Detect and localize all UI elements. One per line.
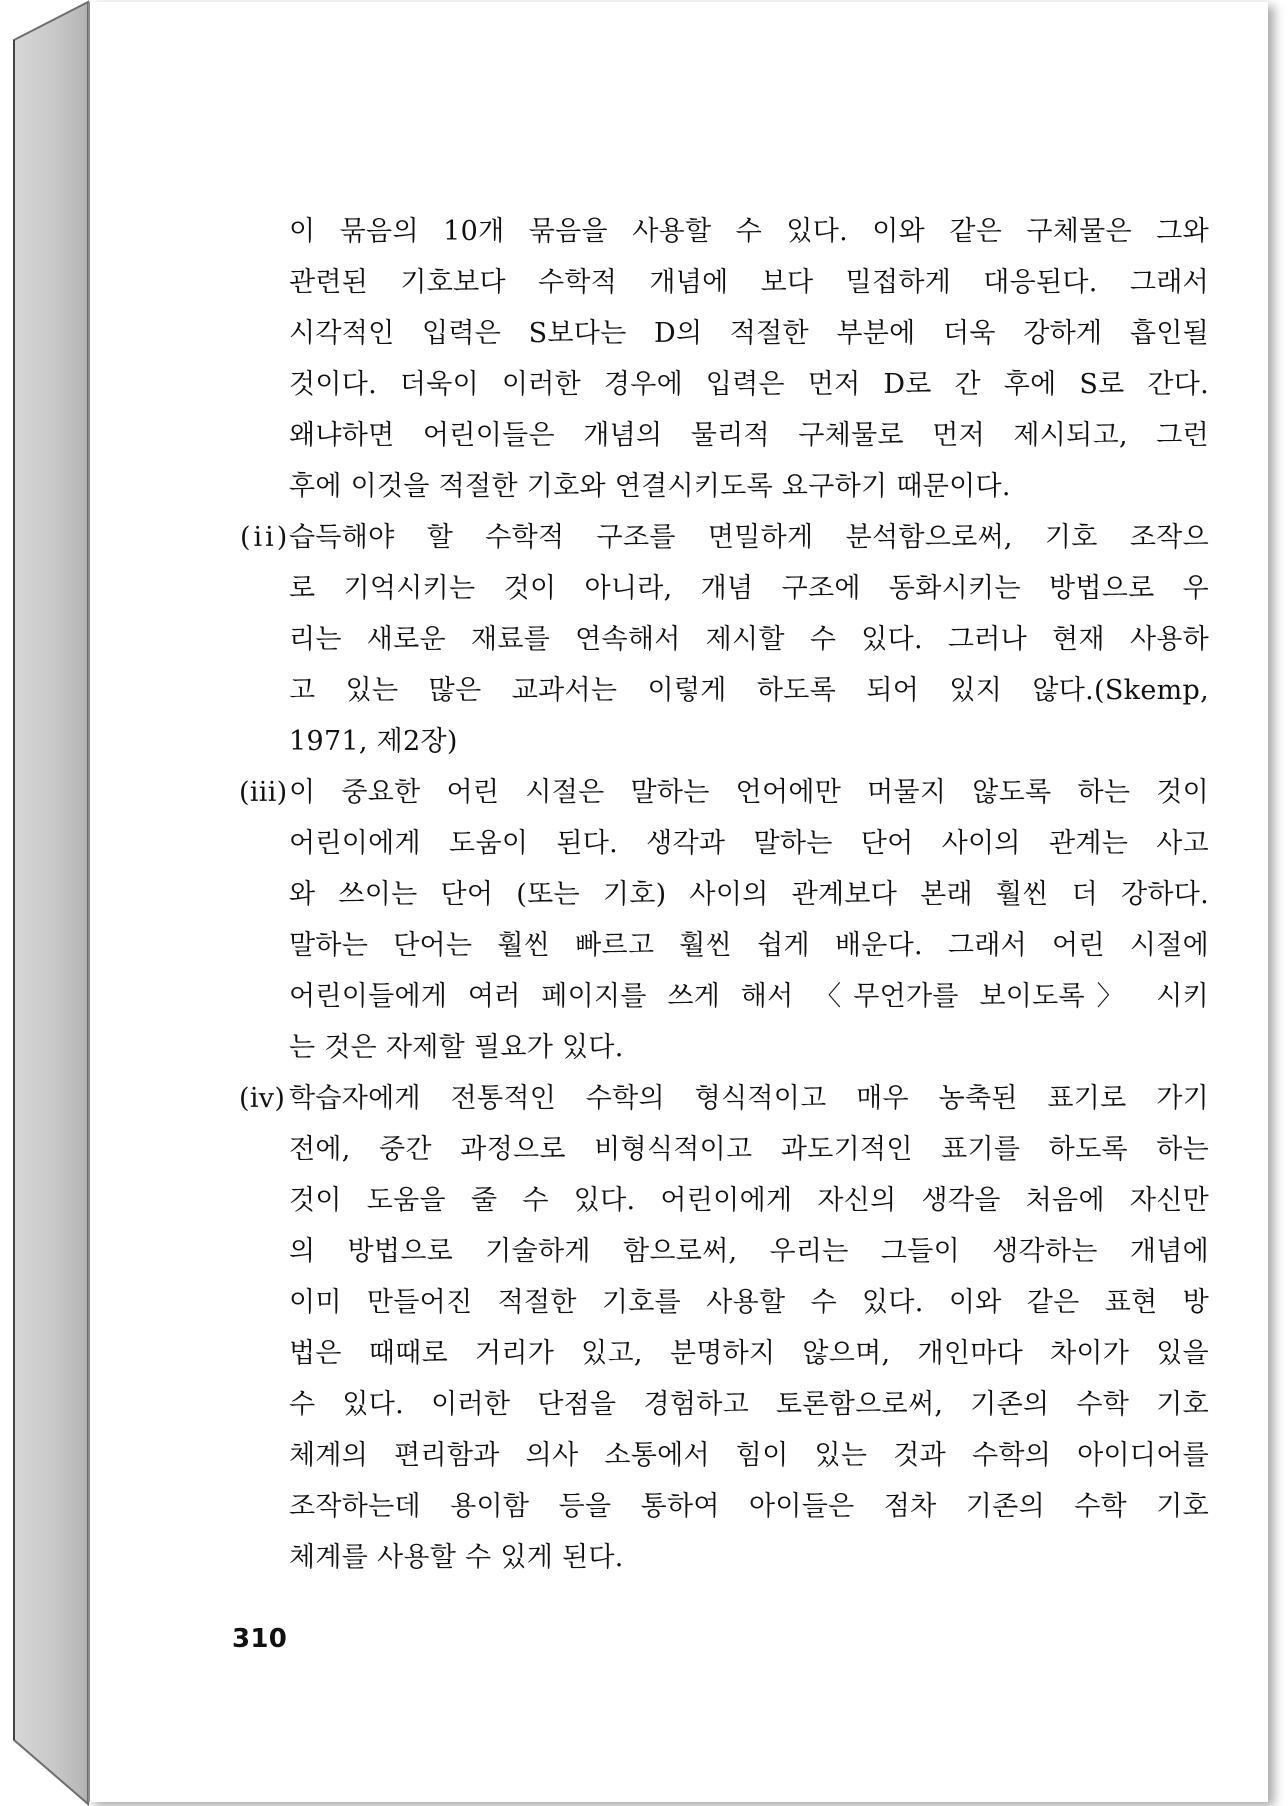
text-line: 이미 만들어진 적절한 기호를 사용할 수 있다. 이와 같은 표현 방 <box>289 1287 1209 1318</box>
page-content <box>90 2 1268 1802</box>
book-page <box>88 2 1268 1802</box>
text-line: 체계의 편리함과 의사 소통에서 힘이 있는 것과 수학의 아이디어를 <box>289 1440 1209 1471</box>
text-line: 습득해야 할 수학적 구조를 면밀하게 분석함으로써, 기호 조작으 <box>289 522 1209 553</box>
text-line: 전에, 중간 과정으로 비형식적이고 과도기적인 표기를 하도록 하는 <box>289 1134 1209 1165</box>
list-marker-ii: (ii) <box>240 522 291 553</box>
text-line: 고 있는 많은 교과서는 이렇게 하도록 되어 있지 않다.(Skemp, <box>289 675 1209 706</box>
text-line: 1971, 제2장) <box>289 726 458 757</box>
text-line: 의 방법으로 기술하게 함으로써, 우리는 그들이 생각하는 개념에 <box>289 1236 1209 1267</box>
list-marker-iii: (iii) <box>239 777 288 808</box>
text-line: 시각적인 입력은 S보다는 D의 적절한 부분에 더욱 강하게 흡인될 <box>289 318 1209 349</box>
text-line: 이 중요한 어린 시절은 말하는 언어에만 머물지 않도록 하는 것이 <box>289 777 1209 808</box>
text-line: 리는 새로운 재료를 연속해서 제시할 수 있다. 그러나 현재 사용하 <box>289 624 1209 655</box>
text-line: 이 묶음의 10개 묶음을 사용할 수 있다. 이와 같은 구체물은 그와 <box>289 216 1209 247</box>
text-line: 수 있다. 이러한 단점을 경험하고 토론함으로써, 기존의 수학 기호 <box>289 1389 1209 1420</box>
text-line: 는 것은 자제할 필요가 있다. <box>289 1032 624 1063</box>
text-line: 조작하는데 용이함 등을 통하여 아이들은 점차 기존의 수학 기호 <box>289 1491 1209 1522</box>
text-line: 왜냐하면 어린이들은 개념의 물리적 구체물로 먼저 제시되고, 그런 <box>289 420 1209 451</box>
text-line: 것이다. 더욱이 이러한 경우에 입력은 먼저 D로 간 후에 S로 간다. <box>289 369 1209 400</box>
list-marker-iv: (iv) <box>239 1083 286 1114</box>
text-line: 관련된 기호보다 수학적 개념에 보다 밀접하게 대응된다. 그래서 <box>289 267 1209 298</box>
text-line: 말하는 단어는 훨씬 빠르고 훨씬 쉽게 배운다. 그래서 어린 시절에 <box>289 930 1209 961</box>
text-line: 것이 도움을 줄 수 있다. 어린이에게 자신의 생각을 처음에 자신만 <box>289 1185 1209 1216</box>
text-line: 와 쓰이는 단어 (또는 기호) 사이의 관계보다 본래 훨씬 더 강하다. <box>289 879 1209 910</box>
text-line: 학습자에게 전통적인 수학의 형식적이고 매우 농축된 표기로 가기 <box>289 1083 1209 1114</box>
text-line: 체계를 사용할 수 있게 된다. <box>289 1542 624 1573</box>
text-line: 법은 때때로 거리가 있고, 분명하지 않으며, 개인마다 차이가 있을 <box>289 1338 1209 1369</box>
page-number: 310 <box>232 1624 288 1654</box>
text-line: 후에 이것을 적절한 기호와 연결시키도록 요구하기 때문이다. <box>289 471 1011 502</box>
book-spine-face <box>14 2 88 1804</box>
text-line: 어린이들에게 여러 페이지를 쓰게 해서 〈무언가를 보이도록〉 시키 <box>289 981 1209 1012</box>
text-line: 어린이에게 도움이 된다. 생각과 말하는 단어 사이의 관계는 사고 <box>289 828 1209 859</box>
text-line: 로 기억시키는 것이 아니라, 개념 구조에 동화시키는 방법으로 우 <box>289 573 1209 604</box>
